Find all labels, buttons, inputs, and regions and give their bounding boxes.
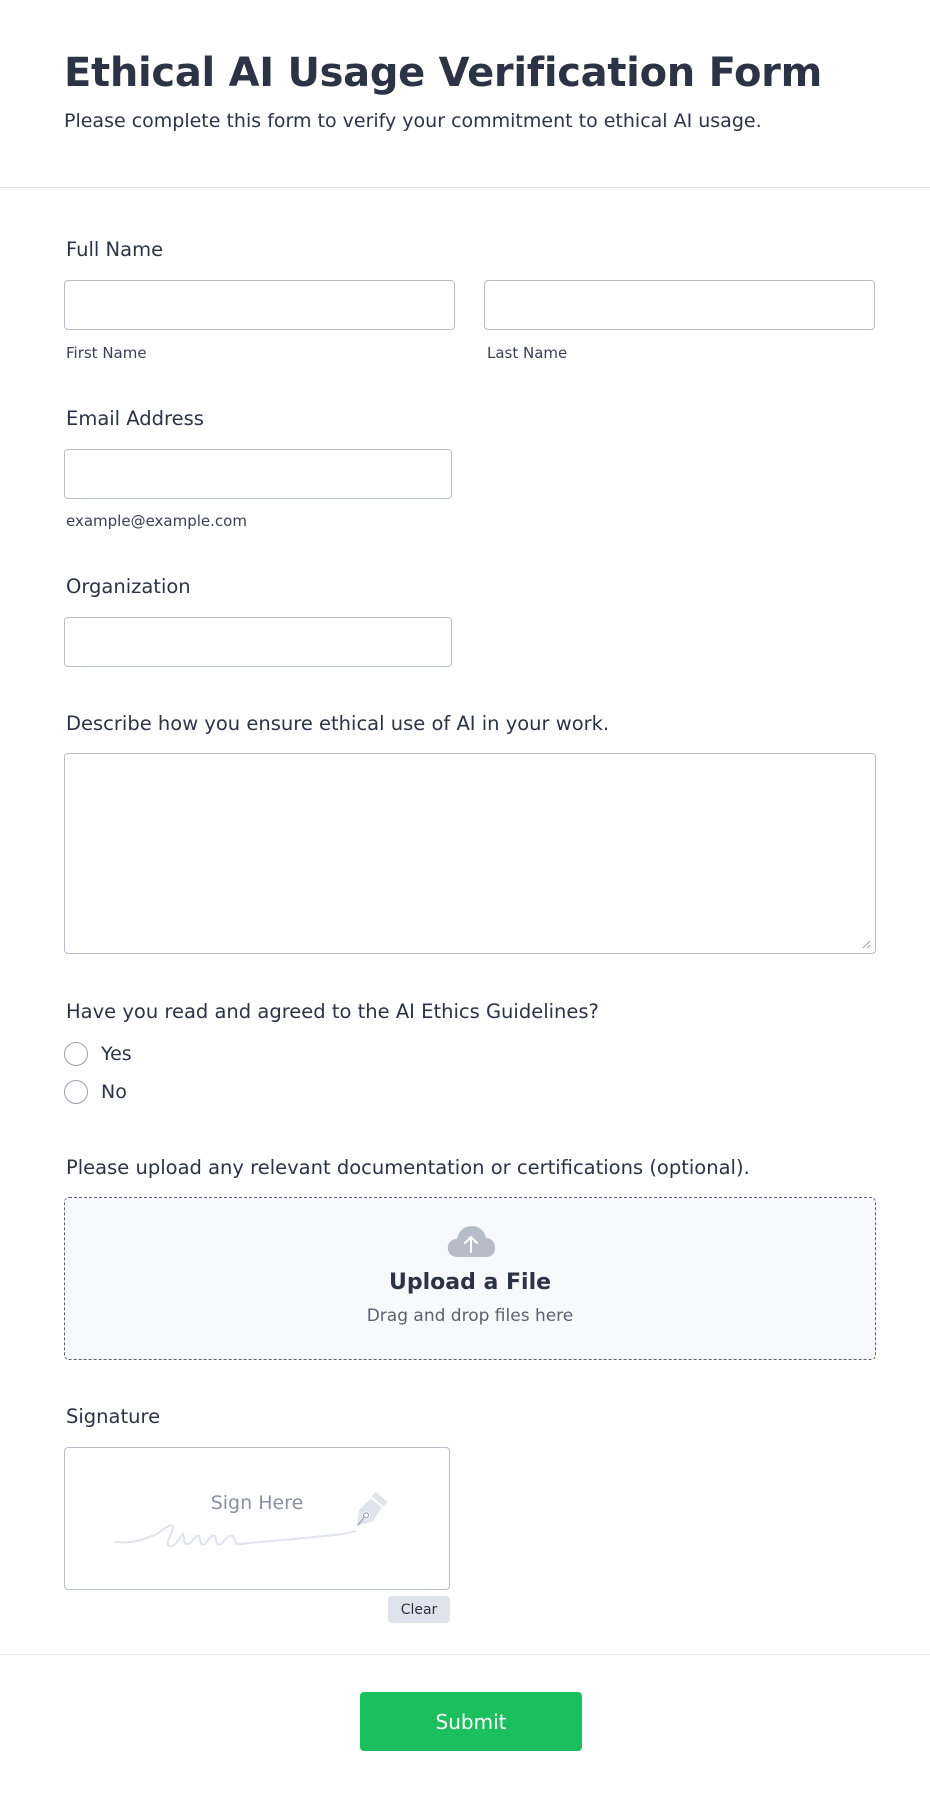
guidelines-label: Have you read and agreed to the AI Ethics Guidelines?	[66, 1000, 599, 1023]
upload-label: Please upload any relevant documentation or certifications (optional).	[66, 1156, 750, 1179]
signature-pad[interactable]	[64, 1447, 450, 1590]
organization-label: Organization	[66, 575, 191, 598]
clear-signature-button[interactable]: Clear	[388, 1596, 450, 1623]
radio-no-label[interactable]: No	[101, 1081, 127, 1103]
footer-divider	[0, 1654, 930, 1655]
radio-yes-label[interactable]: Yes	[101, 1043, 132, 1065]
organization-input[interactable]	[64, 617, 452, 667]
radio-option-yes[interactable]	[64, 1042, 132, 1066]
description-label: Describe how you ensure ethical use of AI in your work.	[66, 712, 610, 735]
resize-grip-icon[interactable]	[861, 939, 871, 949]
email-label: Email Address	[66, 407, 204, 430]
email-sublabel: example@example.com	[66, 512, 247, 530]
first-name-sublabel: First Name	[66, 344, 147, 362]
email-input[interactable]	[64, 449, 452, 499]
description-textarea[interactable]	[64, 753, 876, 954]
form-header	[0, 0, 930, 188]
first-name-input[interactable]	[64, 280, 455, 330]
form-subtitle: Please complete this form to verify your commitment to ethical AI usage.	[64, 110, 762, 132]
last-name-input[interactable]	[484, 280, 875, 330]
upload-subtitle: Drag and drop files here	[366, 1306, 574, 1326]
cloud-upload-icon	[446, 1224, 496, 1258]
radio-no[interactable]	[64, 1080, 88, 1104]
file-upload-dropzone[interactable]	[64, 1197, 876, 1360]
last-name-sublabel: Last Name	[487, 344, 568, 362]
signature-label: Signature	[66, 1405, 161, 1428]
radio-yes[interactable]	[64, 1042, 88, 1066]
signature-hint: Sign Here	[210, 1492, 304, 1514]
submit-button[interactable]: Submit	[360, 1692, 582, 1751]
form-title: Ethical AI Usage Verification Form	[64, 50, 822, 96]
upload-title: Upload a File	[388, 1270, 552, 1295]
radio-option-no[interactable]	[64, 1080, 127, 1104]
full-name-label: Full Name	[66, 238, 164, 261]
